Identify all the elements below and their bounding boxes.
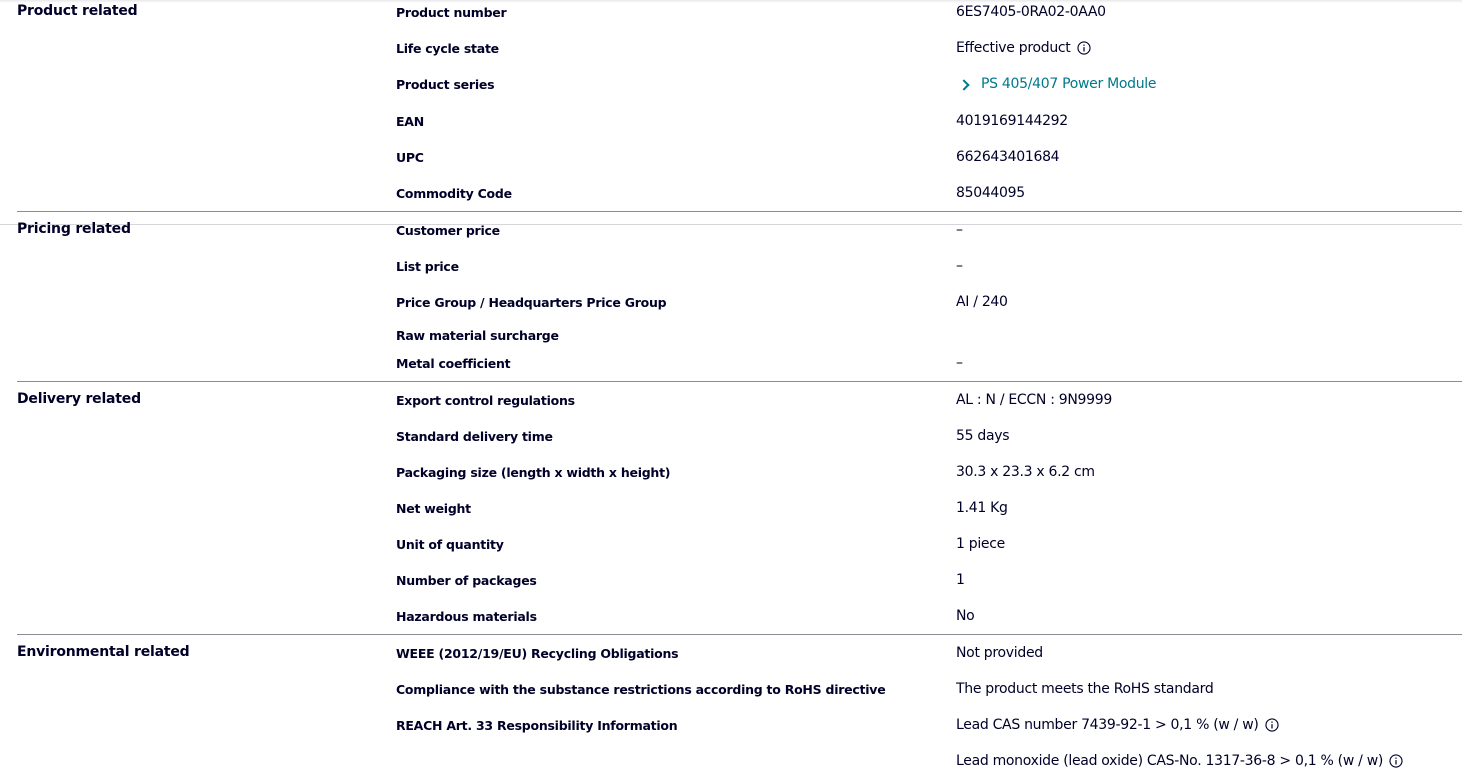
price-group-value: AI / 240 bbox=[956, 294, 1008, 310]
rohs-value: The product meets the RoHS standard bbox=[956, 681, 1214, 697]
row-value bbox=[956, 222, 963, 238]
row-label: List price bbox=[396, 259, 459, 274]
row-value bbox=[956, 645, 1043, 661]
weee-value: Not provided bbox=[956, 645, 1043, 661]
row-value bbox=[956, 608, 974, 624]
row-value bbox=[956, 149, 1059, 165]
hazardous-materials-value: No bbox=[956, 608, 975, 624]
row-packaging-size bbox=[0, 462, 1462, 482]
row-number-of-packages bbox=[0, 570, 1462, 590]
row-label: EAN bbox=[396, 114, 424, 129]
row-metal-coefficient bbox=[0, 353, 1462, 373]
section-environmental-related bbox=[0, 641, 1462, 775]
row-value bbox=[956, 113, 1068, 129]
row-value bbox=[956, 717, 1279, 733]
row-label: Metal coefficient bbox=[396, 356, 511, 371]
section-title: Delivery related bbox=[17, 391, 141, 407]
metal-coefficient-value: – bbox=[956, 355, 963, 371]
row-label: Unit of quantity bbox=[396, 537, 504, 552]
row-product-series bbox=[0, 74, 1462, 94]
commodity-code-value: 85044095 bbox=[956, 185, 1025, 201]
row-price-group bbox=[0, 292, 1462, 312]
net-weight-value: 1.41 Kg bbox=[956, 500, 1008, 516]
row-upc bbox=[0, 147, 1462, 167]
list-price-value: – bbox=[956, 258, 963, 274]
reach-lead-value: Lead CAS number 7439-92-1 > 0,1 % (w / w) bbox=[956, 717, 1259, 733]
row-label: Life cycle state bbox=[396, 41, 499, 56]
row-value bbox=[956, 753, 1403, 769]
packaging-size-value: 30.3 x 23.3 x 6.2 cm bbox=[956, 464, 1095, 480]
section-divider bbox=[17, 634, 1462, 635]
row-value bbox=[956, 500, 1008, 516]
row-label: Packaging size (length x width x height) bbox=[396, 465, 671, 480]
section-pricing-related bbox=[0, 218, 1462, 381]
row-raw-material-surcharge bbox=[0, 325, 1462, 345]
number-of-packages-value: 1 bbox=[956, 572, 965, 588]
row-customer-price bbox=[0, 220, 1462, 240]
row-hazardous-materials bbox=[0, 606, 1462, 626]
unit-of-quantity-value: 1 piece bbox=[956, 536, 1005, 552]
customer-price-value: – bbox=[956, 222, 963, 238]
row-label: Standard delivery time bbox=[396, 429, 553, 444]
row-unit-of-quantity bbox=[0, 534, 1462, 554]
row-label: Number of packages bbox=[396, 573, 537, 588]
delivery-time-value: 55 days bbox=[956, 428, 1010, 444]
info-icon[interactable] bbox=[1389, 754, 1403, 768]
row-ean bbox=[0, 111, 1462, 131]
row-value bbox=[956, 681, 1213, 697]
section-title: Pricing related bbox=[17, 221, 131, 237]
row-product-number bbox=[0, 2, 1462, 22]
row-value bbox=[956, 294, 1008, 310]
row-rohs-compliance bbox=[0, 679, 1462, 699]
info-icon[interactable] bbox=[1077, 41, 1091, 55]
row-list-price bbox=[0, 256, 1462, 276]
chevron-right-icon bbox=[958, 79, 969, 90]
row-label: Customer price bbox=[396, 223, 500, 238]
row-label: Net weight bbox=[396, 501, 471, 516]
row-value bbox=[956, 40, 1091, 56]
row-value bbox=[956, 428, 1009, 444]
section-delivery-related bbox=[0, 388, 1462, 634]
row-label: REACH Art. 33 Responsibility Information bbox=[396, 718, 678, 733]
row-label: Raw material surcharge bbox=[396, 328, 559, 343]
row-label: Product series bbox=[396, 77, 495, 92]
section-divider bbox=[17, 211, 1462, 212]
row-weee bbox=[0, 643, 1462, 663]
row-label: Hazardous materials bbox=[396, 609, 537, 624]
row-label: WEEE (2012/19/EU) Recycling Obligations bbox=[396, 646, 679, 661]
export-control-value: AL : N / ECCN : 9N9999 bbox=[956, 392, 1112, 408]
row-life-cycle-state bbox=[0, 38, 1462, 58]
row-value bbox=[956, 572, 965, 588]
row-label: UPC bbox=[396, 150, 424, 165]
ean-value: 4019169144292 bbox=[956, 113, 1068, 129]
row-reach-info bbox=[0, 715, 1462, 735]
row-label: Product number bbox=[396, 5, 507, 20]
row-commodity-code bbox=[0, 183, 1462, 203]
row-reach-info-continued bbox=[0, 751, 1462, 771]
life-cycle-state-value: Effective product bbox=[956, 40, 1071, 56]
section-title: Product related bbox=[17, 3, 138, 19]
row-label: Commodity Code bbox=[396, 186, 512, 201]
section-title: Environmental related bbox=[17, 644, 190, 660]
section-divider bbox=[17, 381, 1462, 382]
row-label: Price Group / Headquarters Price Group bbox=[396, 295, 667, 310]
row-value bbox=[956, 536, 1005, 552]
product-series-link-label[interactable]: PS 405/407 Power Module bbox=[981, 76, 1157, 92]
info-icon[interactable] bbox=[1265, 718, 1279, 732]
upc-value: 662643401684 bbox=[956, 149, 1060, 165]
row-value bbox=[956, 392, 1112, 408]
row-net-weight bbox=[0, 498, 1462, 518]
row-value bbox=[956, 464, 1095, 480]
product-series-link[interactable] bbox=[956, 76, 1156, 92]
reach-lead-monoxide-value: Lead monoxide (lead oxide) CAS-No. 1317-36-8 > 0,1 % (w / w) bbox=[956, 753, 1383, 769]
row-value bbox=[956, 355, 963, 371]
product-number-value: 6ES7405-0RA02-0AA0 bbox=[956, 4, 1106, 20]
row-label: Export control regulations bbox=[396, 393, 575, 408]
row-value bbox=[956, 185, 1025, 201]
row-label: Compliance with the substance restrictions according to RoHS directive bbox=[396, 682, 886, 697]
row-standard-delivery-time bbox=[0, 426, 1462, 446]
row-export-control bbox=[0, 390, 1462, 410]
section-product-related bbox=[0, 0, 1462, 211]
row-value bbox=[956, 258, 963, 274]
row-value bbox=[956, 4, 1106, 20]
